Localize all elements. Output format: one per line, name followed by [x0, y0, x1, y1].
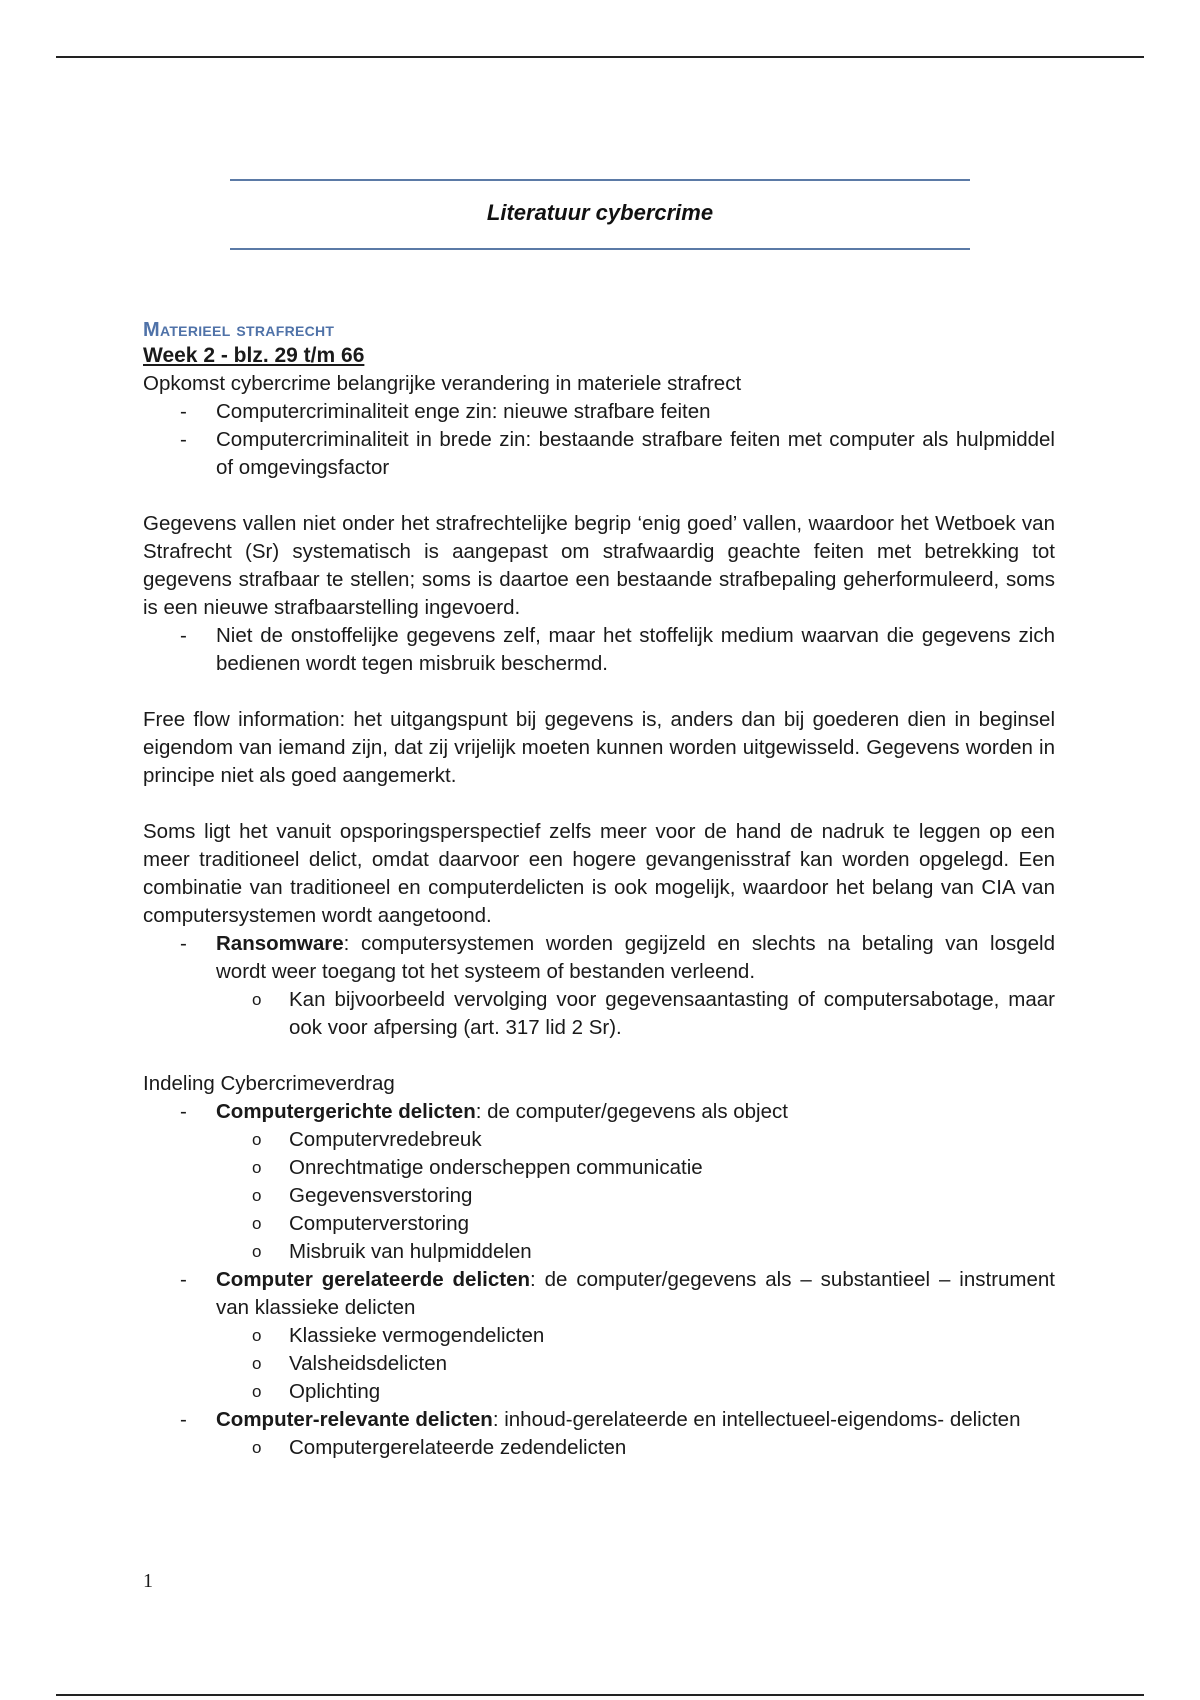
dash-bullet: -	[180, 428, 187, 451]
dash-bullet: -	[180, 400, 187, 423]
circle-bullet: o	[252, 1214, 262, 1233]
free-flow-paragraph: Free flow information: het uitgangspunt bij gegevens is, anders dan bij goederen dien in beginsel eigendom van iemand zijn, dat zij vrijelijk moeten kunnen worden uitgewisseld. Gegevens worden in principe niet als goed aangemerkt.	[143, 708, 1055, 787]
page-top-rule	[56, 56, 1144, 58]
title-rule-top	[230, 179, 970, 181]
week-heading: Week 2 - blz. 29 t/m 66	[143, 344, 365, 367]
circle-bullet: o	[252, 1186, 262, 1205]
page-bottom-rule	[56, 1694, 1144, 1696]
list-item: o Klassieke vermogendelicten	[216, 1322, 1055, 1350]
title-rule-bottom	[230, 248, 970, 250]
title-block	[230, 179, 970, 249]
dash-bullet: -	[180, 1408, 187, 1431]
list-item: - Computergerichte delicten: de computer/gegevens als object o Computervredebreuk o Onrechtmatige onderscheppen communicatie o Gegevensverstoring o Computerverstoring o Misbruik van hulpmiddelen	[143, 1098, 1055, 1266]
list-item: - Computercriminaliteit in brede zin: bestaande strafbare feiten met computer als hulpmiddel of omgevingsfactor	[180, 428, 1055, 479]
circle-bullet: o	[252, 1158, 262, 1177]
dash-bullet: -	[180, 624, 187, 647]
circle-bullet: o	[252, 1242, 262, 1261]
sublist	[216, 1322, 1055, 1406]
page-number: 1	[143, 1570, 153, 1592]
list-item: - Ransomware: computersystemen worden gegijzeld en slechts na betaling van losgeld wordt weer toegang tot het systeem of bestanden verleend. o Kan bijvoorbeeld vervolging voor gegevensaantasting of computersabotage, maar ook voor afpersing (art. 317 lid 2 Sr).	[143, 930, 1055, 1042]
circle-bullet: o	[252, 1326, 262, 1345]
list-item: - Computercriminaliteit enge zin: nieuwe strafbare feiten	[143, 398, 1055, 426]
list-item: o Oplichting	[216, 1378, 1055, 1406]
intro-paragraph: Opkomst cybercrime belangrijke verandering in materiele strafrect	[143, 372, 742, 395]
circle-bullet: o	[252, 1438, 262, 1457]
list-item: o Computergerelateerde zedendelicten	[216, 1434, 1055, 1462]
soms-paragraph: Soms ligt het vanuit opsporingsperspectief zelfs meer voor de hand de nadruk te leggen op een meer traditioneel delict, omdat daarvoor een hogere gevangenisstraf kan worden opgelegd. Een combinatie van traditioneel en computerdelicten is ook mogelijk, waardoor het belang van CIA van computersystemen wordt aangetoond.	[143, 820, 1055, 927]
dash-bullet: -	[180, 1268, 187, 1291]
intro-list	[143, 398, 1055, 482]
list-item: o Onrechtmatige onderscheppen communicatie	[216, 1154, 1055, 1182]
circle-bullet: o	[252, 990, 262, 1009]
ransomware-sublist	[216, 986, 1055, 1042]
indeling-list	[143, 1098, 1055, 1462]
section-heading: Materieel strafrecht	[143, 319, 335, 341]
indeling-heading: Indeling Cybercrimeverdrag	[143, 1072, 395, 1095]
document-title: Literatuur cybercrime	[486, 200, 714, 225]
list-item: o Misbruik van hulpmiddelen	[216, 1238, 1055, 1266]
gegevens-list	[143, 622, 1055, 678]
circle-bullet: o	[252, 1382, 262, 1401]
list-item: o Valsheidsdelicten	[216, 1350, 1055, 1378]
list-item: o Kan bijvoorbeeld vervolging voor gegevensaantasting of computersabotage, maar ook voor afpersing (art. 317 lid 2 Sr).	[252, 988, 1055, 1039]
gegevens-paragraph: Gegevens vallen niet onder het strafrechtelijke begrip ‘enig goed’ vallen, waardoor het Wetboek van Strafrecht (Sr) systematisch is aangepast om strafwaardig geachte feiten met betrekking tot gegevens strafbaar te stellen; soms is daartoe een bestaande strafbepaling geherformuleerd, soms is een nieuwe strafbaarstelling ingevoerd.	[143, 512, 1055, 619]
list-item: o Gegevensverstoring	[216, 1182, 1055, 1210]
list-item: - Computer gerelateerde delicten: de computer/gegevens als – substantieel – instrument van klassieke delicten o Klassieke vermogendelicten o Valsheidsdelicten o Oplichting	[143, 1266, 1055, 1406]
dash-bullet: -	[180, 932, 187, 955]
circle-bullet: o	[252, 1130, 262, 1149]
list-item: o Computerverstoring	[216, 1210, 1055, 1238]
sublist	[216, 1126, 1055, 1266]
list-item: o Computervredebreuk	[216, 1126, 1055, 1154]
list-item: - Niet de onstoffelijke gegevens zelf, maar het stoffelijk medium waarvan die gegevens zich bedienen wordt tegen misbruik beschermd.	[180, 624, 1055, 675]
dash-bullet: -	[180, 1100, 187, 1123]
ransomware-list	[143, 930, 1055, 1042]
circle-bullet: o	[252, 1354, 262, 1373]
document-body	[143, 318, 1055, 1462]
list-item: - Computer-relevante delicten: inhoud-gerelateerde en intellectueel-eigendoms- delicten o Computergerelateerde zedendelicten	[143, 1406, 1055, 1462]
sublist	[216, 1434, 1055, 1462]
ransomware-term: Ransomware	[216, 932, 344, 955]
